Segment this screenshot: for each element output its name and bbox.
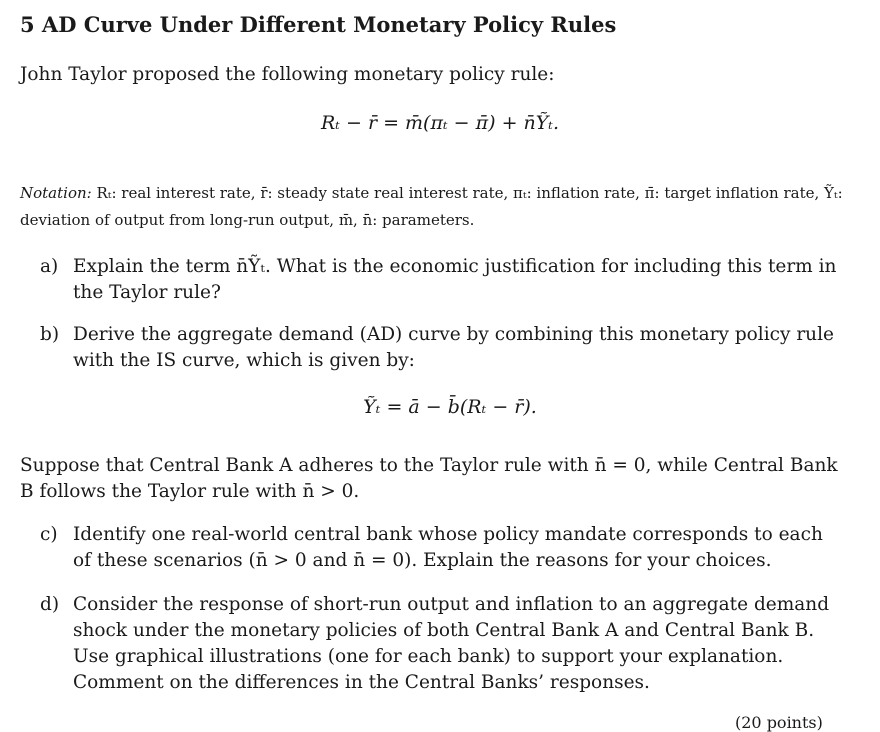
- question-d-label: d): [40, 594, 60, 615]
- question-c-text: Identify one real-world central bank whose policy mandate corresponds to each of these scenarios (n̄ > 0 and n̄ = 0). Explain the reasons for your choices.: [73, 524, 823, 571]
- notation-text: Rₜ: real interest rate, r̄: steady state real interest rate, πₜ: inflation rate, π̄: target inflation rate, Ỹₜ: deviation of output from long-run output, m̄, n̄: parameters.: [20, 184, 843, 229]
- points-label: (20 points): [735, 713, 823, 732]
- scenario-text: Suppose that Central Bank A adheres to the Taylor rule with n̄ = 0, while Central Bank B follows the Taylor rule with n̄ > 0.: [20, 455, 838, 502]
- question-d: [40, 592, 840, 696]
- question-b-text: Derive the aggregate demand (AD) curve by combining this monetary policy rule with the IS curve, which is given by:: [73, 324, 834, 371]
- is-curve-equation: Ỹₜ = ā − b̄(Rₜ − r̄).: [363, 396, 537, 418]
- question-a-label: a): [40, 256, 59, 277]
- question-b-label: b): [40, 324, 60, 345]
- question-d-text: Consider the response of short-run output and inflation to an aggregate demand shock under the monetary policies of both Central Bank A and Central Bank B. Use graphical illustrations (one for each bank) to support your explanation. Comment on the differences in the Central Banks’ responses.: [73, 594, 830, 693]
- notation-lead: Notation:: [20, 184, 92, 202]
- question-a: [40, 254, 840, 306]
- question-a-text: Explain the term n̄Ỹₜ. What is the economic justification for including this term in the Taylor rule?: [73, 256, 837, 303]
- intro-text: John Taylor proposed the following monetary policy rule:: [20, 64, 555, 85]
- taylor-rule-equation: Rₜ − r̄ = m̄(πₜ − π̄) + n̄Ỹₜ.: [320, 112, 560, 134]
- section-title: 5 AD Curve Under Different Monetary Policy Rules: [20, 12, 617, 37]
- question-c: [40, 522, 840, 574]
- question-c-label: c): [40, 524, 58, 545]
- notation-block: [20, 180, 865, 234]
- question-b: [40, 322, 840, 374]
